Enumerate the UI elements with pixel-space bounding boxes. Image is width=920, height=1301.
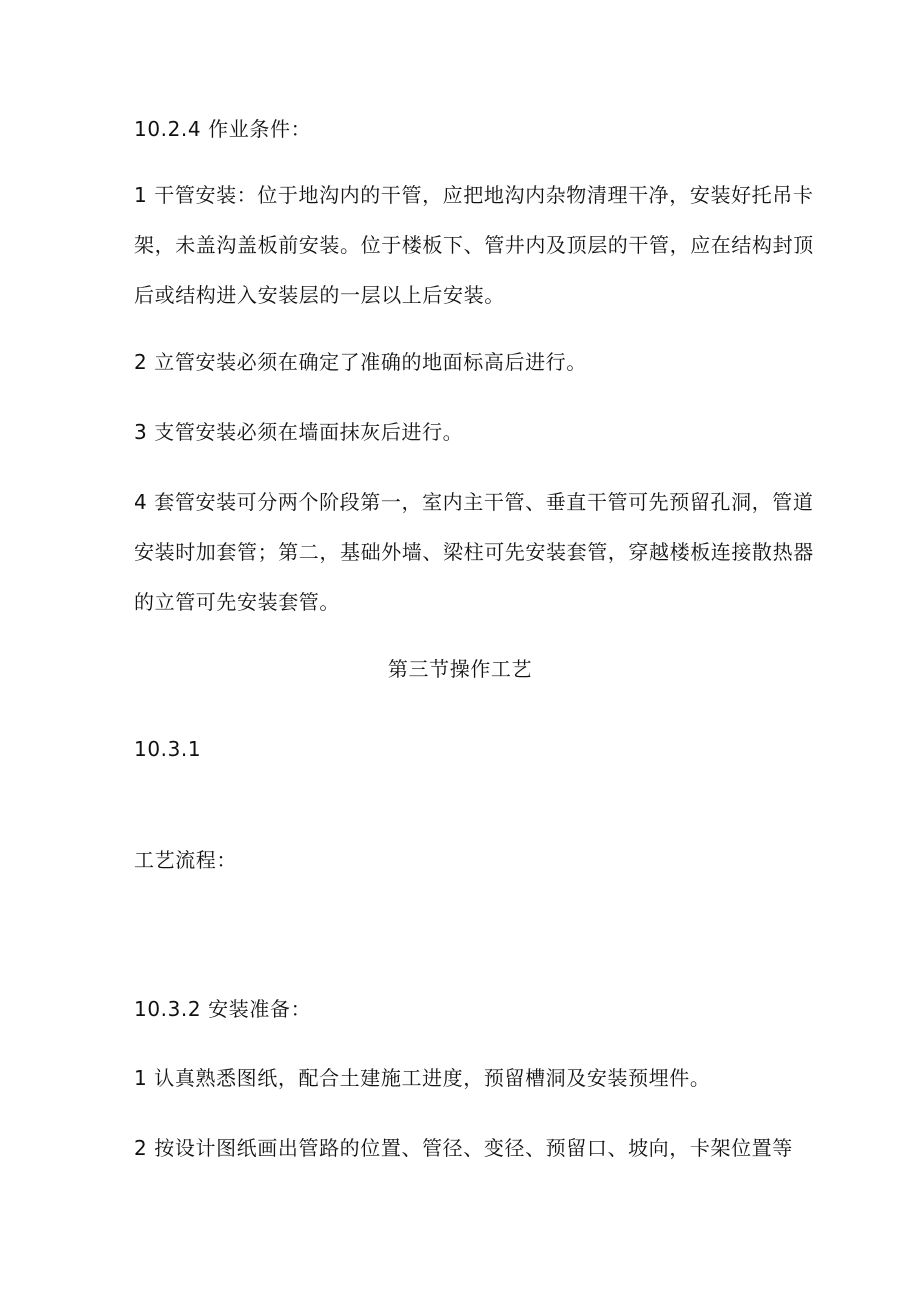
paragraph-line: 1 干管安装：位于地沟内的干管，应把地沟内杂物清理干净，安装好托吊卡 <box>134 183 814 207</box>
paragraph-line: 2 立管安装必须在确定了准确的地面标高后进行。 <box>134 350 587 374</box>
section-title: 第三节操作工艺 <box>387 657 533 681</box>
paragraph-line: 2 按设计图纸画出管路的位置、管径、变径、预留口、坡向，卡架位置等 <box>134 1136 793 1160</box>
paragraph-line: 安装时加套管；第二，基础外墙、梁柱可先安装套管，穿越楼板连接散热器 <box>134 540 814 564</box>
paragraph-line: 1 认真熟悉图纸，配合土建施工进度，预留槽洞及安装预埋件。 <box>134 1066 711 1090</box>
paragraph-line: 4 套管安装可分两个阶段第一，室内主干管、垂直干管可先预留孔洞，管道 <box>134 490 814 514</box>
flow-label: 工艺流程： <box>134 848 237 872</box>
paragraph-line: 3 支管安装必须在墙面抹灰后进行。 <box>134 420 464 444</box>
heading-10-2-4: 10.2.4 作业条件： <box>134 117 312 141</box>
heading-10-3-2: 10.3.2 安装准备： <box>134 997 312 1021</box>
paragraph-line: 的立管可先安装套管。 <box>134 590 340 614</box>
paragraph-line: 架，未盖沟盖板前安装。位于楼板下、管井内及顶层的干管，应在结构封顶 <box>134 233 814 257</box>
heading-10-3-1: 10.3.1 <box>134 737 202 761</box>
paragraph-line: 后或结构进入安装层的一层以上后安装。 <box>134 283 505 307</box>
